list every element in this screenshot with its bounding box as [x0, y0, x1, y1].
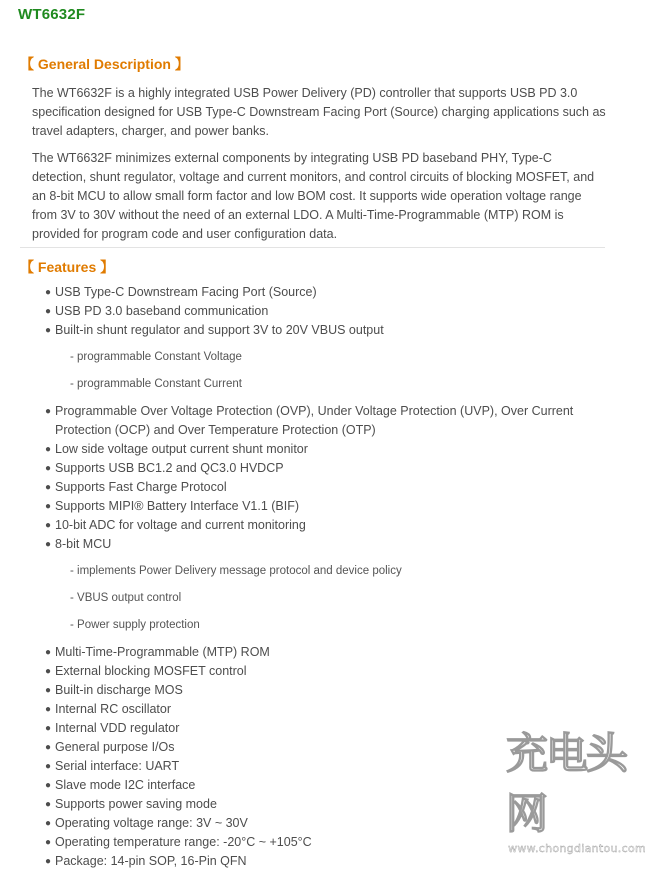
- feature-item: [44, 516, 604, 535]
- features-heading: [20, 257, 114, 277]
- description-paragraph-2: The WT6632F minimizes external components by integrating USB PD baseband PHY, Type-C detection, shunt regulator, voltage and current monitors, and control circuits of blocking MOSFET, and an 8-bit MCU to allow small form factor and low BOM cost. It supports wide operation voltage range from 3V to 30V without the need of an external LDO. A Multi-Time-Programmable (MTP) ROM is provided for program code and user configuration data.: [32, 151, 595, 241]
- feature-text: External blocking MOSFET control: [55, 664, 247, 678]
- bullet-icon: ●: [45, 520, 52, 531]
- watermark-brand: 充电头网: [506, 729, 627, 838]
- feature-text: Supports MIPI® Battery Interface V1.1 (BIF): [55, 499, 300, 513]
- heading-bracket-open: 【: [20, 56, 34, 72]
- bullet-icon: ●: [45, 444, 52, 455]
- feature-item: [44, 681, 604, 700]
- feature-text: Slave mode I2C interface: [55, 778, 196, 792]
- feature-text: Supports USB BC1.2 and QC3.0 HVDCP: [55, 461, 284, 475]
- bullet-icon: ●: [45, 325, 52, 336]
- feature-item: [44, 321, 604, 340]
- bullet-icon: ●: [45, 666, 52, 677]
- bullet-icon: ●: [45, 482, 52, 493]
- bullet-icon: ●: [45, 463, 52, 474]
- feature-text: Operating voltage range: 3V ~ 30V: [55, 816, 248, 830]
- feature-item: [44, 283, 604, 302]
- feature-item: [44, 535, 604, 554]
- bullet-icon: ●: [45, 647, 52, 658]
- heading-bracket-close: 】: [100, 259, 115, 275]
- bullet-icon: ●: [45, 742, 52, 753]
- heading-bracket-close: 】: [174, 56, 189, 72]
- feature-item: [44, 302, 604, 321]
- feature-text: Supports Fast Charge Protocol: [55, 480, 227, 494]
- feature-item: [44, 700, 604, 719]
- bullet-icon: ●: [45, 287, 52, 298]
- bullet-icon: ●: [45, 685, 52, 696]
- feature-item: [44, 643, 604, 662]
- feature-text: Built-in discharge MOS: [55, 683, 183, 697]
- feature-item: [44, 497, 604, 516]
- bullet-icon: ●: [45, 539, 52, 550]
- feature-text: Internal VDD regulator: [55, 721, 180, 735]
- feature-text: Internal RC oscillator: [55, 702, 172, 716]
- feature-item: [44, 478, 604, 497]
- feature-text: Multi-Time-Programmable (MTP) ROM: [55, 645, 270, 659]
- feature-text: 8-bit MCU: [55, 537, 112, 551]
- general-description-heading: [20, 54, 189, 74]
- feature-text: Supports power saving mode: [55, 797, 217, 811]
- feature-subitem: - implements Power Delivery message protocol and device policy: [70, 565, 402, 577]
- section-divider: [20, 247, 605, 248]
- feature-item: [44, 662, 604, 681]
- bullet-icon: ●: [45, 837, 52, 848]
- heading-label: General Description: [37, 56, 171, 72]
- bullet-icon: ●: [45, 761, 52, 772]
- feature-text: USB Type-C Downstream Facing Port (Source): [55, 285, 317, 299]
- feature-text: 10-bit ADC for voltage and current monitoring: [55, 518, 306, 532]
- bullet-icon: ●: [45, 704, 52, 715]
- description-paragraph-1: The WT6632F is a highly integrated USB Power Delivery (PD) controller that supports USB PD 3.0 specification designed for USB Type-C Downstream Facing Port (Source) charging applications such as travel adapters, charger, and power banks.: [32, 86, 606, 138]
- bullet-icon: ●: [45, 723, 52, 734]
- feature-text: Package: 14-pin SOP, 16-Pin QFN: [55, 854, 247, 868]
- bullet-icon: ●: [45, 306, 52, 317]
- feature-text: General purpose I/Os: [55, 740, 175, 754]
- bullet-icon: ●: [45, 406, 52, 417]
- feature-subitem: - Power supply protection: [70, 619, 200, 631]
- page-title: WT6632F: [18, 6, 86, 23]
- feature-subitem: - programmable Constant Voltage: [70, 351, 242, 363]
- bullet-icon: ●: [45, 799, 52, 810]
- feature-item: [44, 440, 604, 459]
- feature-subitem: - VBUS output control: [70, 592, 182, 604]
- watermark-url: www.chongdiantou.com: [508, 842, 646, 855]
- heading-bracket-open: 【: [20, 259, 34, 275]
- bullet-icon: ●: [45, 780, 52, 791]
- bullet-icon: ●: [45, 818, 52, 829]
- feature-text: Operating temperature range: -20°C ~ +105°C: [55, 835, 312, 849]
- feature-subitem: - programmable Constant Current: [70, 378, 242, 390]
- feature-item: [44, 459, 604, 478]
- feature-item: [44, 402, 604, 440]
- feature-text: Low side voltage output current shunt monitor: [55, 442, 308, 456]
- heading-label: Features: [37, 259, 97, 275]
- feature-text: USB PD 3.0 baseband communication: [55, 304, 269, 318]
- watermark-logo: [506, 729, 656, 863]
- bullet-icon: ●: [45, 856, 52, 867]
- feature-text: Built-in shunt regulator and support 3V to 20V VBUS output: [55, 323, 384, 337]
- bullet-icon: ●: [45, 501, 52, 512]
- feature-text: Serial interface: UART: [55, 759, 180, 773]
- feature-text: Programmable Over Voltage Protection (OVP), Under Voltage Protection (UVP), Over Current Protection (OCP) and Over Temperature Protection (OTP): [55, 404, 574, 437]
